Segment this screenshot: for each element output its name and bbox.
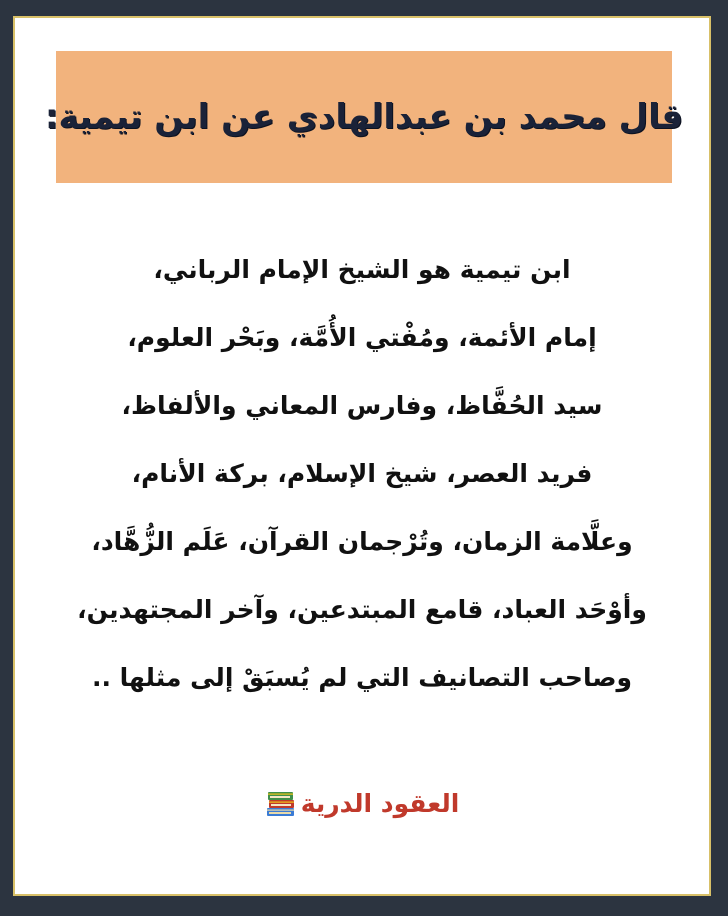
quote-line: سيد الحُفَّاظ، وفارس المعاني والألفاظ، (121, 391, 603, 420)
quote-body (25, 236, 699, 712)
quote-line: فريد العصر، شيخ الإسلام، بركة الأنام، (131, 459, 593, 488)
quote-card (13, 16, 711, 896)
quote-line: وأوْحَد العباد، قامع المبتدعين، وآخر المجتهدين، (77, 595, 647, 624)
books-icon (265, 788, 297, 818)
quote-line: إمام الأئمة، ومُفْتي الأُمَّة، وبَحْر العلوم، (127, 323, 597, 352)
quote-line: ابن تيمية هو الشيخ الإمام الرباني، (153, 255, 571, 284)
source-attribution (15, 788, 709, 818)
quote-line: وعلَّامة الزمان، وتُرْجمان القرآن، عَلَم الزُّهَّاد، (91, 527, 633, 556)
title-banner (44, 51, 684, 183)
page-title: قال محمد بن عبدالهادي عن ابن تيمية: (44, 97, 684, 137)
quote-line: وصاحب التصانيف التي لم يُسبَقْ إلى مثلها .. (91, 663, 633, 692)
source-label: العقود الدرية (300, 788, 460, 818)
